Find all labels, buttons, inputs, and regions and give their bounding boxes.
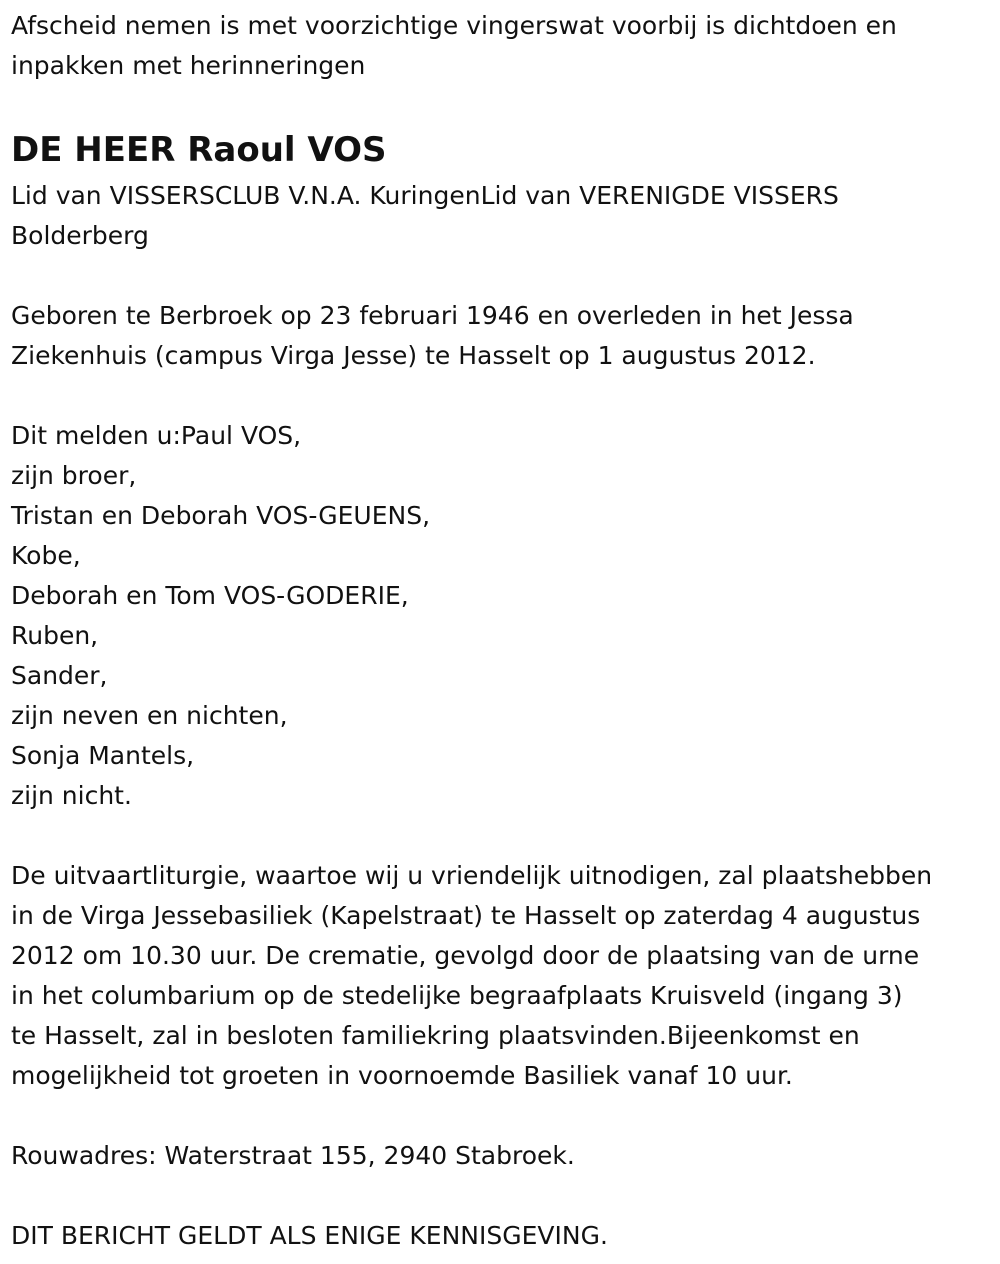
ceremony-line: 2012 om 10.30 uur. De crematie, gevolgd door de plaatsing van de urne: [11, 941, 920, 970]
ceremony-line: mogelijkheid tot groeten in voornoemde Basiliek vanaf 10 uur.: [11, 1061, 793, 1090]
section-spacer: [11, 376, 991, 416]
obituary-document: [11, 6, 991, 1256]
ceremony-line: te Hasselt, zal in besloten familiekring plaatsvinden.Bijeenkomst en: [11, 1021, 860, 1050]
membership-line-2: Bolderberg: [11, 221, 149, 250]
family-line: Dit melden u:Paul VOS,: [11, 421, 302, 450]
official-notice: DIT BERICHT GELDT ALS ENIGE KENNISGEVING.: [11, 1221, 608, 1250]
section-spacer: [11, 1176, 991, 1216]
ceremony-line: De uitvaartliturgie, waartoe wij u vriendelijk uitnodigen, zal plaatshebben: [11, 861, 933, 890]
ceremony-line: in het columbarium op de stedelijke begraafplaats Kruisveld (ingang 3): [11, 981, 903, 1010]
family-list: [11, 416, 991, 816]
family-line: Ruben,: [11, 621, 99, 650]
family-line: zijn nicht.: [11, 781, 132, 810]
family-line: zijn neven en nichten,: [11, 701, 288, 730]
birth-death-line-1: Geboren te Berbroek op 23 februari 1946 en overleden in het Jessa: [11, 301, 854, 330]
mourning-address: Rouwadres: Waterstraat 155, 2940 Stabroek.: [11, 1141, 575, 1170]
ceremony-line: in de Virga Jessebasiliek (Kapelstraat) te Hasselt op zaterdag 4 augustus: [11, 901, 921, 930]
deceased-name-title: DE HEER Raoul VOS: [11, 130, 387, 170]
family-line: Tristan en Deborah VOS-GEUENS,: [11, 501, 431, 530]
family-line: zijn broer,: [11, 461, 137, 490]
section-spacer: [11, 816, 991, 856]
motto-line-1: Afscheid nemen is met voorzichtige vingerswat voorbij is dichtdoen en: [11, 11, 897, 40]
motto-line-2: inpakken met herinneringen: [11, 51, 366, 80]
section-spacer: [11, 256, 991, 296]
membership-line-1: Lid van VISSERSCLUB V.N.A. KuringenLid van VERENIGDE VISSERS: [11, 181, 839, 210]
birth-death-line-2: Ziekenhuis (campus Virga Jesse) te Hasselt op 1 augustus 2012.: [11, 341, 816, 370]
family-line: Sander,: [11, 661, 108, 690]
family-line: Deborah en Tom VOS-GODERIE,: [11, 581, 409, 610]
ceremony-paragraph: [11, 856, 991, 1096]
section-spacer: [11, 1096, 991, 1136]
family-line: Sonja Mantels,: [11, 741, 195, 770]
family-line: Kobe,: [11, 541, 81, 570]
